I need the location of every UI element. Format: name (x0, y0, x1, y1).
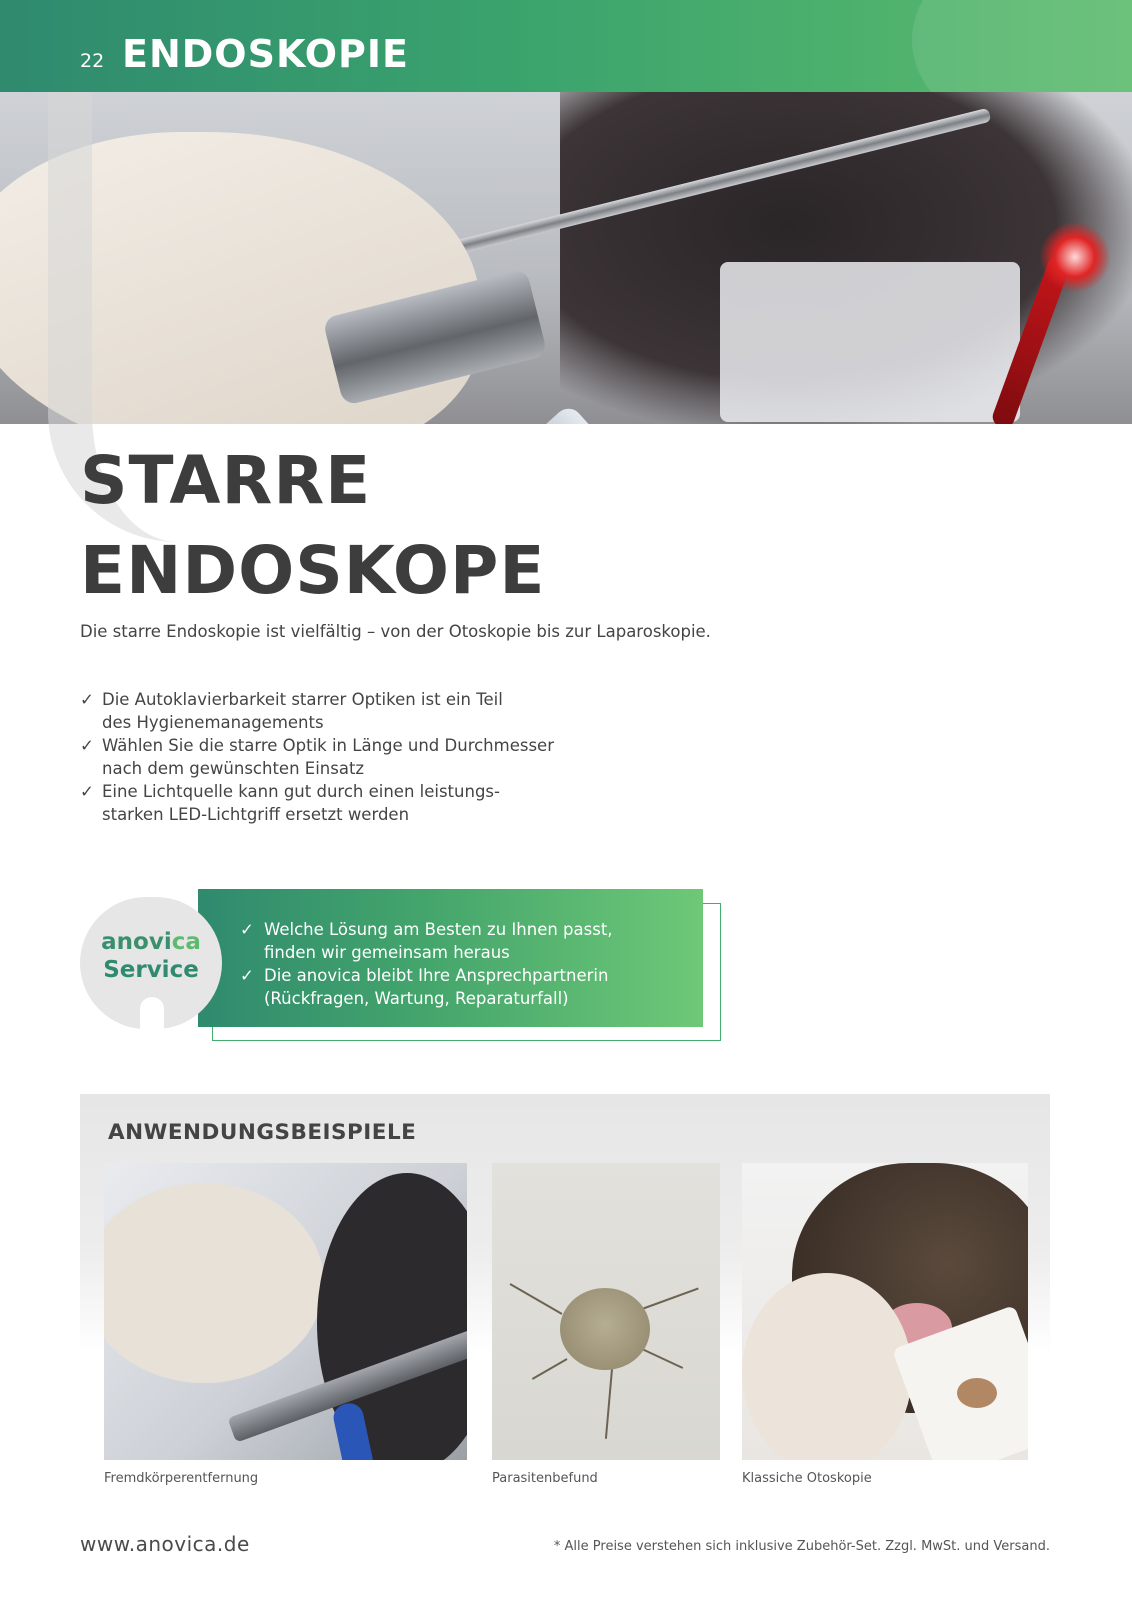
page-title (80, 436, 546, 616)
check-icon: ✓ (80, 782, 94, 801)
anovica-service-logo (80, 897, 222, 1029)
service-text: Die anovica bleibt Ihre Ansprechpartnerin (264, 966, 609, 985)
logo-brand-name (80, 929, 222, 955)
check-icon: ✓ (240, 920, 254, 939)
price-footnote: * Alle Preise verstehen sich inklusive Zubehör-Set. Zzgl. MwSt. und Versand. (553, 1539, 1050, 1554)
feature-text: starken LED-Lichtgriff ersetzt werden (102, 805, 410, 824)
mite-leg (642, 1348, 684, 1369)
mite-leg (510, 1283, 563, 1315)
examples-heading: ANWENDUNGSBEISPIELE (108, 1120, 417, 1145)
check-icon: ✓ (240, 966, 254, 985)
feature-item (80, 780, 554, 826)
mite-leg (642, 1288, 699, 1310)
intro-text: Die starre Endoskopie ist vielfältig – von der Otoskopie bis zur Laparoskopie. (80, 622, 711, 641)
section-title: ENDOSKOPIE (122, 32, 409, 76)
feature-text: Wählen Sie die starre Optik in Länge und Durchmesser (102, 736, 554, 755)
mite-microscopy-photo (492, 1163, 720, 1460)
cat-ear-otoscopy-photo (742, 1163, 1028, 1460)
example-caption: Fremdkörperentfernung (104, 1471, 259, 1486)
service-text: (Rückfragen, Wartung, Reparaturfall) (264, 989, 569, 1008)
example-caption: Parasitenbefund (492, 1471, 598, 1486)
mite-leg (532, 1358, 568, 1380)
feature-text: Eine Lichtquelle kann gut durch einen leistungs- (102, 782, 500, 801)
feature-item (80, 688, 554, 734)
header-decoration (912, 0, 1132, 92)
feature-text: Die Autoklavierbarkeit starrer Optiken ist ein Teil (102, 690, 503, 709)
feature-item (80, 734, 554, 780)
logo-brand-part2: ca (171, 929, 201, 955)
check-icon: ✓ (80, 690, 94, 709)
photo-gloved-hand (104, 1183, 324, 1383)
foreign-body-removal-photo (104, 1163, 467, 1460)
example-caption: Klassiche Otoskopie (742, 1471, 872, 1486)
service-item (240, 918, 613, 964)
feature-text: des Hygienemanagements (102, 713, 324, 732)
service-item (240, 964, 613, 1010)
header-band (0, 0, 1132, 92)
mite-body (560, 1288, 650, 1370)
check-icon: ✓ (80, 736, 94, 755)
photo-ear-stain (957, 1378, 997, 1408)
hero-light-glow (1040, 222, 1110, 292)
logo-notch (140, 997, 164, 1031)
page-title-line1: STARRE (80, 442, 372, 519)
service-list (240, 918, 613, 1010)
page-title-line2: ENDOSKOPE (80, 532, 546, 609)
website-link[interactable]: www.anovica.de (80, 1532, 250, 1556)
logo-service-label: Service (103, 957, 199, 983)
photo-gloved-hand (742, 1273, 912, 1460)
hero-endoscopy-photo (0, 92, 1132, 424)
mite-leg (605, 1369, 613, 1439)
page-number: 22 (80, 50, 105, 72)
hero-background-area (720, 262, 1020, 422)
feature-list (80, 688, 554, 826)
feature-text: nach dem gewünschten Einsatz (102, 759, 365, 778)
logo-brand-part1: anovi (101, 929, 172, 955)
service-text: finden wir gemeinsam heraus (264, 943, 510, 962)
service-text: Welche Lösung am Besten zu Ihnen passt, (264, 920, 613, 939)
